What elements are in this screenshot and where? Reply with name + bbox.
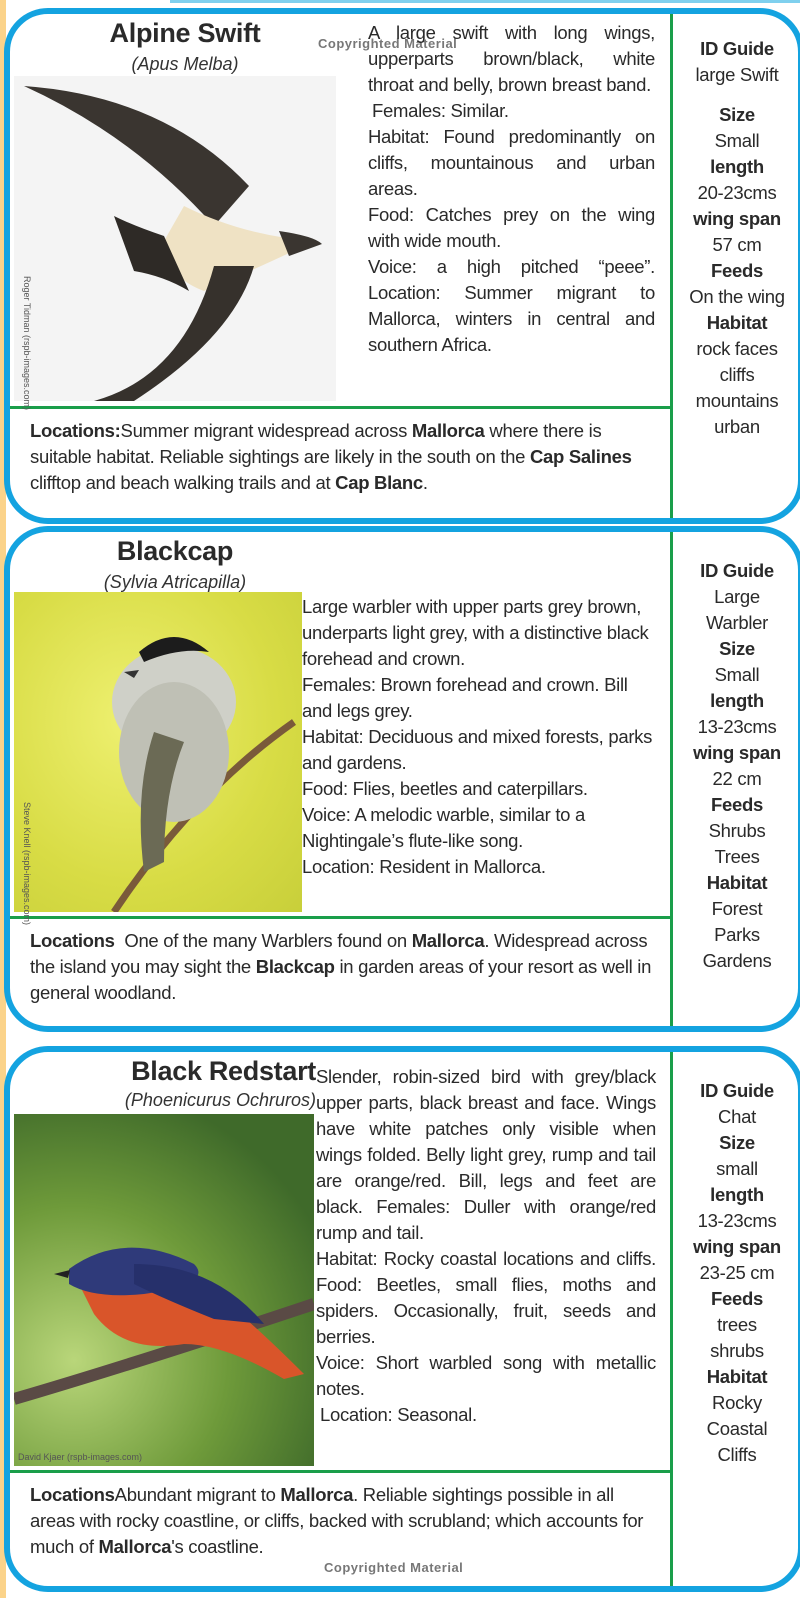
guide-value: 20-23cms [697,182,777,203]
bird-photo [14,1114,314,1466]
description-line: Habitat: Deciduous and mixed forests, parks and gardens. [302,726,653,773]
description-line: Large warbler with upper parts grey brown, underparts light grey, with a distinctive black forehead and crown. [302,596,649,669]
guide-label: Feeds [711,1288,763,1309]
guide-value: Large [714,586,760,607]
guide-value: Coastal [706,1418,768,1439]
bird-description [368,20,655,358]
loc-segment: in garden areas of your resort as well in general woodland. [30,956,652,1003]
guide-value: Gardens [702,950,772,971]
guide-label: length [710,690,764,711]
guide-value: large Swift [695,64,779,85]
blackcap-illustration [14,592,302,912]
description-line: Habitat: Found predominantly on cliffs, mountainous and urban areas. [368,126,655,199]
loc-segment: Summer migrant widespread across [120,420,412,441]
section-divider [10,1470,670,1473]
loc-segment: Blackcap [255,956,335,977]
loc-segment: where there is suitable habitat. Reliable sightings are likely in the south on the [30,420,602,467]
guide-value: Small [714,664,760,685]
loc-segment: 's coastline. [171,1536,264,1557]
locations-text [30,928,660,1006]
loc-segment: Locations [30,930,115,951]
photo-credit: Roger Tidman (rspb-images.com) [22,276,32,411]
loc-segment: One of the many Warblers found on [114,930,412,951]
locations-text [30,418,660,496]
guide-label: wing span [693,1236,781,1257]
guide-value: cliffs [719,364,755,385]
section-divider [10,406,670,409]
section-divider [10,916,670,919]
bird-card-blackcap [4,526,800,1032]
description-line: Food: Flies, beetles and caterpillars. [302,778,588,799]
description-line: Females: Similar. [372,100,509,121]
loc-segment: Mallorca [98,1536,172,1557]
bird-name: Blackcap [116,536,234,566]
bird-name: Alpine Swift [109,18,261,48]
description-line: Voice: Short warbled song with metallic notes. [316,1352,656,1399]
guide-label: ID Guide [700,38,774,59]
guide-value: Parks [714,924,760,945]
scientific-name: (Sylvia Atricapilla) [103,572,247,592]
guide-label: ID Guide [700,560,774,581]
guide-value: mountains [695,390,779,411]
guide-value: Cliffs [717,1444,757,1465]
locations-text [30,1482,660,1560]
bird-photo [14,592,302,912]
id-guide [673,1078,800,1468]
loc-segment: . Reliable sightings possible in all areas with rocky coastline, or cliffs, backed with scrubland; which accounts for much of [30,1484,644,1557]
bird-description [316,1064,656,1428]
loc-segment: Locations: [30,420,121,441]
bird-name: Black Redstart [131,1056,316,1086]
guide-value: 57 cm [712,234,762,255]
bird-card-black-redstart [4,1046,800,1592]
photo-credit: David Kjaer (rspb-images.com) [18,1452,143,1462]
guide-label: Size [719,104,755,125]
guide-label: Size [719,1132,755,1153]
description-line: Slender, robin-sized bird with grey/black upper parts, black breast and face. Wings have white patches only visible when wings folded. Belly light grey, rump and tail are orange/red. Bill, legs and feet are black. Females: Duller with orange/red rump and tail. [316,1066,656,1243]
loc-segment: Cap Salines [529,446,632,467]
bird-photo [14,76,336,401]
loc-segment: . Widespread across the island you may sight the [30,930,648,977]
description-line: Habitat: Rocky coastal locations and cliffs. Food: Beetles, small flies, moths and spiders. Occasionally, fruit, seeds and berries. [316,1248,656,1347]
bird-description [302,594,657,880]
scientific-name: (Phoenicurus Ochruros) [124,1090,316,1110]
watermark: Copyrighted Material [324,1560,464,1575]
description-line: Location: Resident in Mallorca. [302,856,546,877]
description-line: Voice: A melodic warble, similar to a Nightingale’s flute-like song. [302,804,585,851]
guide-value: shrubs [710,1340,764,1361]
guide-label: length [710,1184,764,1205]
guide-value: Rocky [712,1392,762,1413]
id-guide [673,558,800,974]
guide-label: Feeds [711,260,763,281]
guide-value: 13-23cms [697,1210,777,1231]
guide-value: Chat [718,1106,756,1127]
loc-segment: Cap Blanc [335,472,423,493]
guide-value: Warbler [706,612,768,633]
guide-value: Trees [714,846,760,867]
guide-label: Size [719,638,755,659]
loc-segment: Mallorca [411,420,485,441]
photo-credit: Steve Knell (rspb-images.com) [22,802,32,926]
guide-value: 13-23cms [697,716,777,737]
guide-label: Feeds [711,794,763,815]
guide-label: Habitat [706,1366,768,1387]
loc-segment: Mallorca [411,930,485,951]
description-line: Food: Catches prey on the wing with wide mouth. [368,204,655,251]
guide-label: length [710,156,764,177]
guide-value: 23-25 cm [699,1262,775,1283]
previous-card-edge [170,0,800,3]
guide-label: Habitat [706,872,768,893]
watermark: Copyrighted Material [318,36,458,51]
guide-label: Habitat [706,312,768,333]
guide-value: trees [717,1314,757,1335]
guide-value: On the wing [689,286,785,307]
loc-segment: clifftop and beach walking trails and at [30,472,336,493]
guide-value: Shrubs [708,820,766,841]
description-line: Voice: a high pitched “peee”. Location: Summer migrant to Mallorca, winters in central and southern Africa. [368,256,655,355]
description-line: Females: Brown forehead and crown. Bill and legs grey. [302,674,628,721]
guide-value: rock faces [696,338,778,359]
description-line: A large swift with long wings, upperparts brown/black, white throat and belly, brown breast band. [368,22,655,95]
bird-card-alpine-swift [4,8,800,524]
guide-value: 22 cm [712,768,762,789]
guide-value: Small [714,130,760,151]
loc-segment: . [422,472,428,493]
loc-segment: Mallorca [280,1484,354,1505]
guide-label: ID Guide [700,1080,774,1101]
guide-value: small [716,1158,758,1179]
guide-value: Forest [711,898,763,919]
swift-illustration [14,76,336,401]
scientific-name: (Apus Melba) [131,54,239,74]
description-line: Location: Seasonal. [320,1404,477,1425]
id-guide [673,36,800,440]
guide-label: wing span [693,208,781,229]
redstart-illustration [14,1114,314,1466]
loc-segment: Locations [30,1484,115,1505]
loc-segment: Abundant migrant to [114,1484,281,1505]
guide-value: urban [714,416,760,437]
guide-label: wing span [693,742,781,763]
